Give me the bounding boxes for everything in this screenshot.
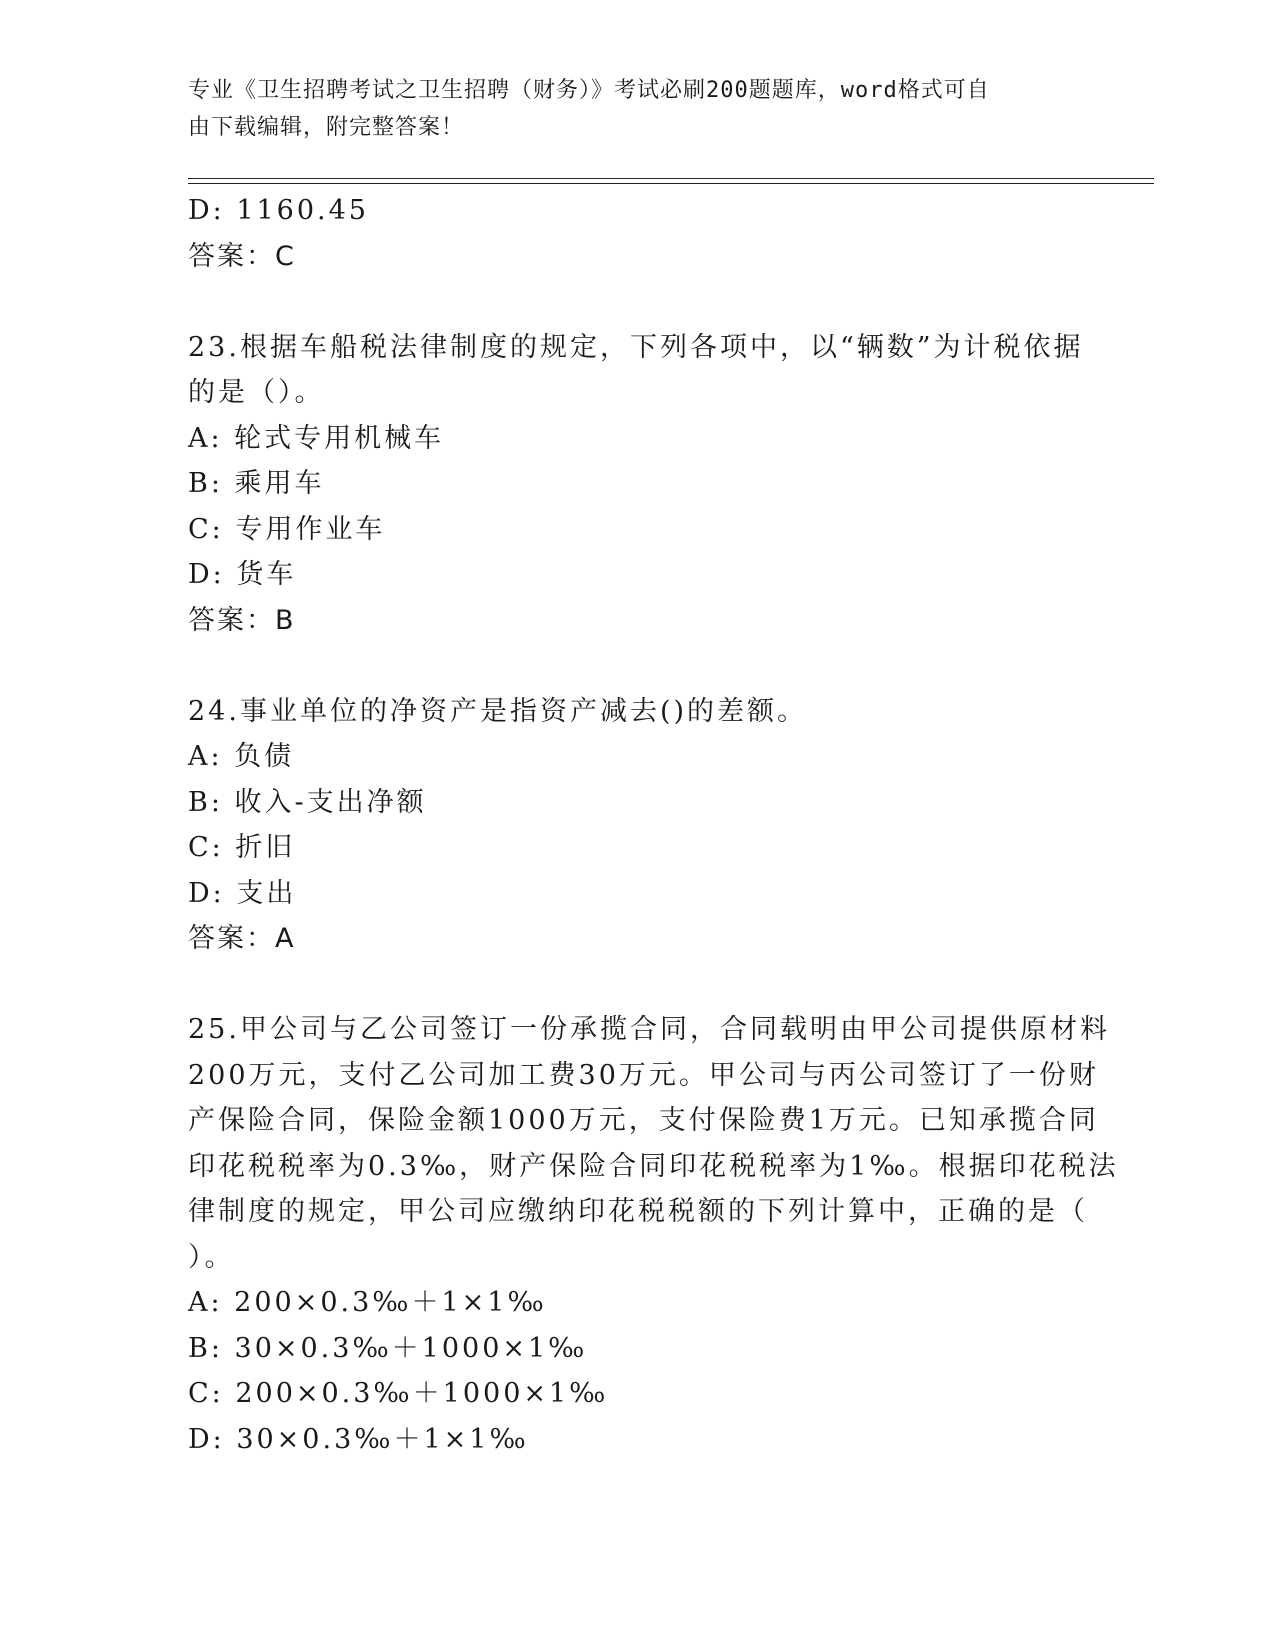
question-text-line: 25.甲公司与乙公司签订一份承揽合同，合同载明由甲公司提供原材料 xyxy=(188,1014,1110,1045)
option-d: D: 货车 xyxy=(188,559,297,590)
option-a: A: 负债 xyxy=(188,741,295,772)
spacer xyxy=(188,643,1088,689)
spacer xyxy=(188,279,1088,325)
option-d: D: 支出 xyxy=(188,877,297,909)
option-b: B: 30×0.3‰＋1000×1‰ xyxy=(188,1332,588,1364)
question-24 xyxy=(188,689,1088,962)
answer: 答案：A xyxy=(188,923,296,954)
prev-answer: 答案：C xyxy=(188,240,296,272)
question-25 xyxy=(188,1007,1119,1462)
prev-option-d: D: 1160.45 xyxy=(188,195,369,226)
question-text-line: ）。 xyxy=(188,1241,235,1273)
question-text-line: 律制度的规定，甲公司应缴纳印花税税额的下列计算中，正确的是（ xyxy=(188,1196,1088,1227)
spacer xyxy=(188,962,1088,1008)
header-rule-bottom xyxy=(188,183,1154,184)
question-23 xyxy=(188,325,1088,644)
option-c: C: 折旧 xyxy=(188,832,296,863)
header-line-2: 由下载编辑，附完整答案！ xyxy=(188,115,465,140)
question-text-line: 23.根据车船税法律制度的规定，下列各项中，以“辆数”为计税依据 xyxy=(188,331,1084,363)
option-d: D: 30×0.3‰＋1×1‰ xyxy=(188,1423,529,1455)
answer: 答案：B xyxy=(188,604,296,636)
question-text-line: 印花税税率为0.3‰，财产保险合同印花税税率为1‰。根据印花税法 xyxy=(188,1150,1119,1182)
question-text-line: 的是（）。 xyxy=(188,377,325,408)
option-c: C: 专用作业车 xyxy=(188,513,386,545)
option-a: A: 轮式专用机械车 xyxy=(188,422,445,454)
header-rule-top xyxy=(188,178,1154,179)
header-line-1: 专业《卫生招聘考试之卫生招聘（财务）》考试必刷200题题库，word格式可自 xyxy=(188,78,990,103)
document-header xyxy=(188,72,1068,146)
question-text-line: 产保险合同，保险金额1000万元，支付保险费1万元。已知承揽合同 xyxy=(188,1105,1099,1136)
document-content xyxy=(188,188,1119,1462)
option-b: B: 乘用车 xyxy=(188,468,325,499)
option-c: C: 200×0.3‰＋1000×1‰ xyxy=(188,1378,609,1409)
question-text-line: 200万元，支付乙公司加工费30万元。甲公司与丙公司签订了一份财 xyxy=(188,1059,1099,1091)
option-a: A: 200×0.3‰＋1×1‰ xyxy=(188,1287,547,1318)
option-b: B: 收入-支出净额 xyxy=(188,786,427,818)
question-text-line: 24.事业单位的净资产是指资产减去()的差额。 xyxy=(188,695,808,727)
